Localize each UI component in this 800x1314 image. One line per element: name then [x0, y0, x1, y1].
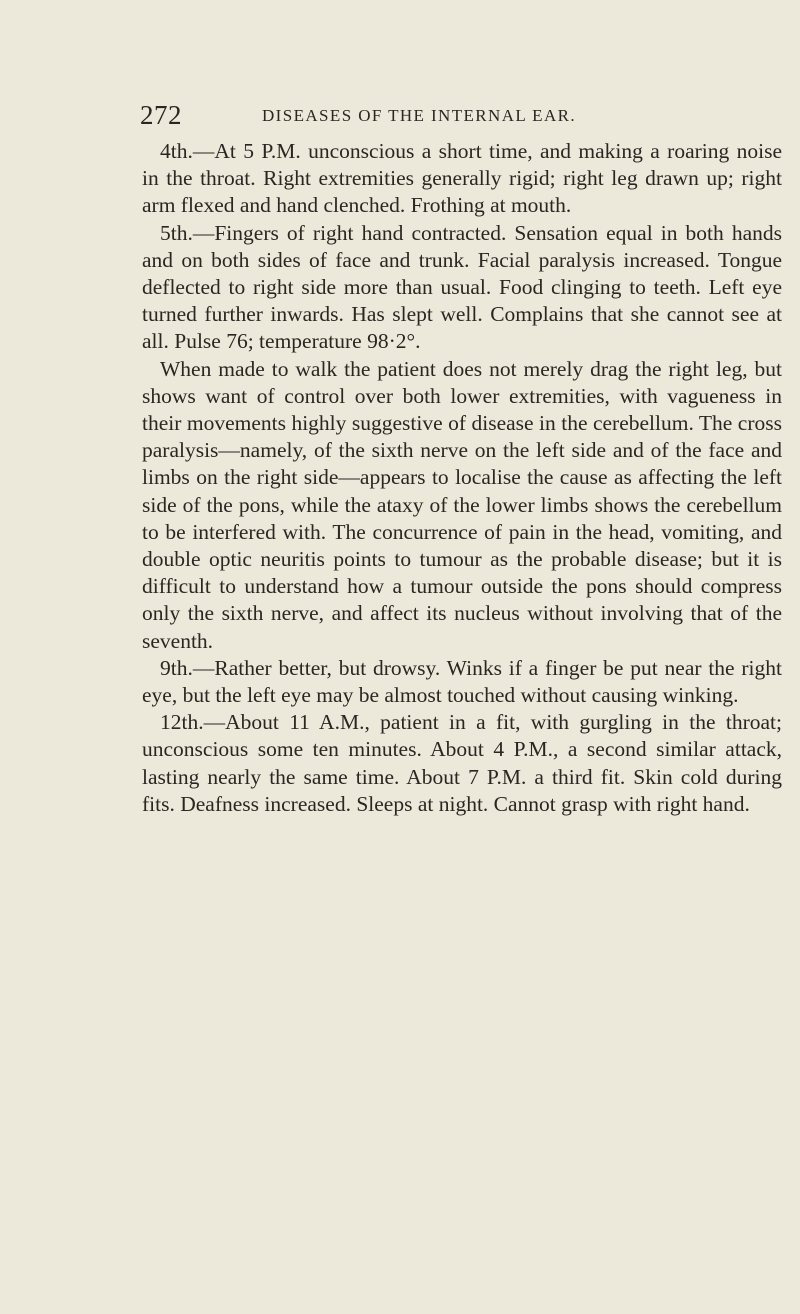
paragraph-4th: 4th.—At 5 P.M. unconscious a short time, and making a roaring noise in the throat. Right extremities generally rigid; right leg drawn up; right arm flexed and hand clenched. Frothing at mouth.: [142, 139, 782, 218]
paragraph-9th: 9th.—Rather better, but drowsy. Winks if a finger be put near the right eye, but the left eye may be almost touched without causing winking.: [142, 655, 782, 708]
page-number: 272: [140, 100, 182, 130]
paragraph-12th: 12th.—About 11 A.M., patient in a fit, with gurgling in the throat; unconscious some ten minutes. About 4 P.M., a second similar attack, lasting nearly the same time. About 7 P.M. a third fit. Skin cold during fits. Deafness increased. Sleeps at night. Cannot grasp with right hand.: [142, 710, 782, 816]
running-head: DISEASES OF THE INTERNAL EAR.: [262, 106, 577, 125]
paragraph-walk-observation: When made to walk the patient does not merely drag the right leg, but shows want of control over both lower extremities, with vagueness in their movements highly suggestive of disease in the cerebellum. The cross paralysis—namely, of the sixth nerve on the left side and of the face and limbs on the right side—appears to localise the cause as affecting the left side of the pons, while the ataxy of the lower limbs shows the cerebellum to be interfered with. The concurrence of pain in the head, vomiting, and double optic neuritis points to tumour as the probable disease; but it is difficult to understand how a tumour outside the pons should compress only the sixth nerve, and affect its nucleus without involving that of the seventh.: [142, 356, 782, 653]
paragraph-5th: 5th.—Fingers of right hand contracted. Sensation equal in both hands and on both sides of face and trunk. Facial paralysis increased. Tongue deflected to right side more than usual. Food clinging to teeth. Left eye turned further inwards. Has slept well. Complains that she cannot see at all. Pulse 76; temperature 98·2°.: [142, 220, 782, 354]
page-header: [140, 100, 720, 132]
body-text: [142, 138, 782, 818]
